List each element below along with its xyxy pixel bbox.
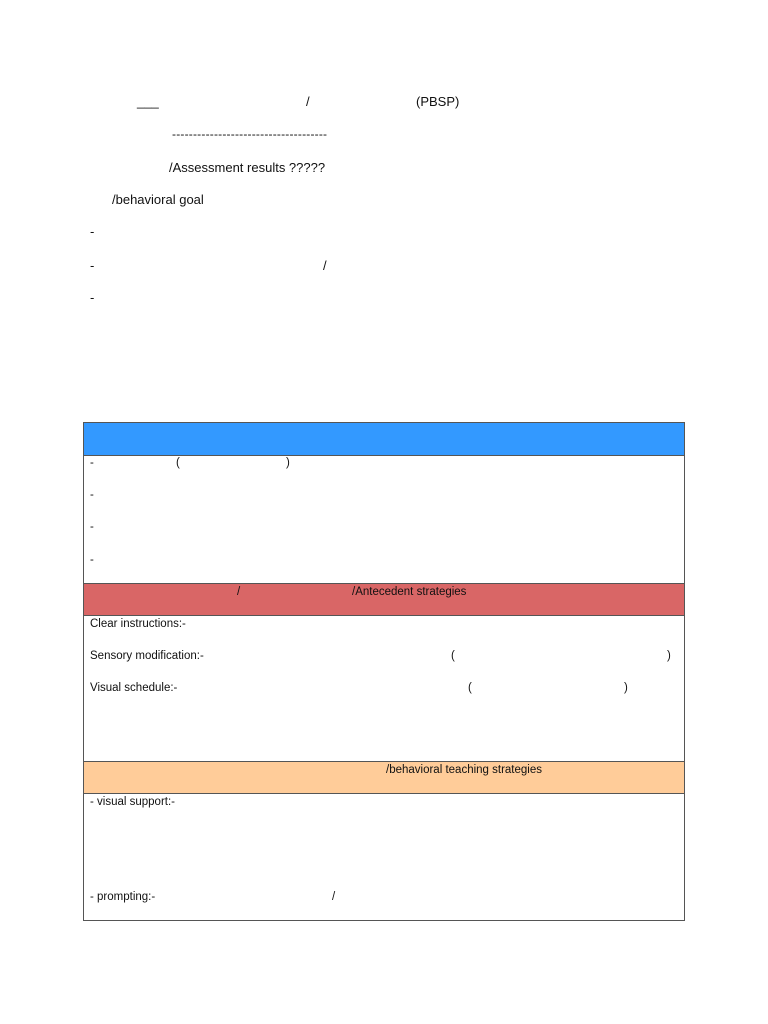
antecedent-strategies-header: [84, 583, 684, 616]
section1-row-1-open-paren: (: [176, 457, 180, 469]
visual-schedule-label: Visual schedule:-: [90, 682, 178, 694]
strategy-table: [83, 422, 685, 921]
prompting-label: - prompting:-: [90, 891, 156, 903]
antecedent-header-label: /Antecedent strategies: [352, 586, 467, 598]
sensory-modification-open-paren: (: [451, 650, 455, 662]
section1-row-4-dash: -: [90, 554, 94, 566]
teaching-strategies-label: /behavioral teaching strategies: [386, 764, 542, 776]
section1-row-3-dash: -: [90, 521, 94, 533]
goal-bullet-2: -: [90, 258, 95, 273]
visual-schedule-open-paren: (: [468, 682, 472, 694]
title-abbreviation: (PBSP): [416, 94, 460, 109]
behavioral-goal-label: /behavioral goal: [112, 192, 204, 207]
table-header-blue: [84, 423, 684, 456]
sensory-modification-label: Sensory modification:-: [90, 650, 204, 662]
goal-bullet-2-slash: /: [323, 258, 327, 273]
prompting-slash: /: [332, 891, 336, 903]
teaching-strategies-header: [84, 761, 684, 794]
goal-bullet-1: -: [90, 224, 95, 239]
title-blank: ___: [137, 94, 159, 109]
visual-support-label: - visual support:-: [90, 796, 176, 808]
section1-row-2-dash: -: [90, 489, 94, 501]
divider-line: -------------------------------------: [172, 127, 328, 141]
section1-row-1-dash: -: [90, 457, 94, 469]
antecedent-header-slash: /: [237, 586, 241, 598]
assessment-results-label: /Assessment results ?????: [169, 160, 326, 175]
visual-schedule-close-paren: ): [624, 682, 628, 694]
clear-instructions-label: Clear instructions:-: [90, 618, 186, 630]
title-slash: /: [306, 94, 310, 109]
goal-bullet-3: -: [90, 290, 95, 305]
section1-row-1-close-paren: ): [286, 457, 290, 469]
sensory-modification-close-paren: ): [667, 650, 671, 662]
